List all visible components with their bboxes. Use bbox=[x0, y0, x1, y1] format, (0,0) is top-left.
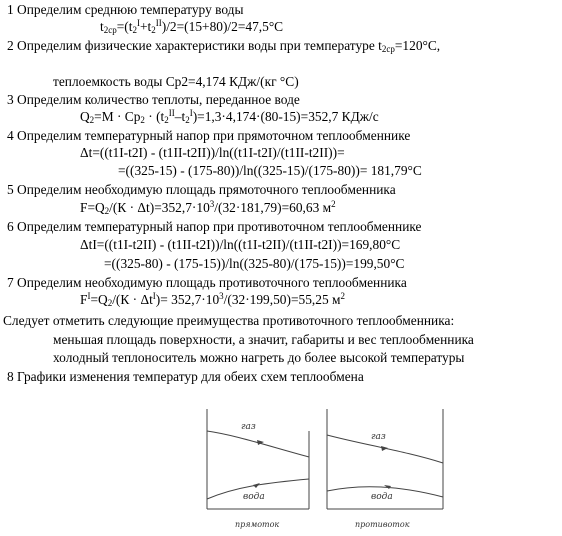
step-8-heading: 8 Графики изменения температур для обеих схем теплообмена bbox=[7, 369, 364, 384]
formula-counter-flow-dt: ΔtI=((t1I-t2II) - (t1II-t2I))/ln((t1I-t2II)/(t1II-t2I))=169,80°С bbox=[80, 237, 401, 252]
step-2-heading: 2 Определим физические характеристики воды при температуре $t_{2ср}=120^\circ С$, bbox=[7, 38, 441, 54]
formula-mean-temperature: $t_{2ср}=(t_2^I+t_2^{II})/2=(15+80)/2=47,5^\circ С$ bbox=[100, 18, 284, 35]
step-4-heading: 4 Определим температурный напор при прямоточном теплообменнике bbox=[7, 128, 411, 143]
formula-parallel-flow-dt-value: =((325-15) - (175-80))/ln((325-15)/(175-80))= 181,79°С bbox=[118, 163, 422, 178]
step-5-heading: 5 Определим необходимую площадь прямоточного теплообменника bbox=[7, 182, 396, 197]
right-water-label: вода bbox=[371, 492, 393, 502]
advantage-item-2: холодный теплоноситель можно нагреть до более высокой температуры bbox=[53, 350, 465, 365]
left-water-label: вода bbox=[243, 492, 265, 502]
formula-parallel-flow-area: $F=Q_2/(К \cdot \Delta t)=352,7\cdot 10^3/(32\cdot 181,79)=60,63$ $м^2$ bbox=[80, 199, 336, 216]
advantages-heading: Следует отметить следующие преимущества противоточного теплообменника: bbox=[3, 313, 455, 328]
step-6-heading: 6 Определим температурный напор при противоточном теплообменнике bbox=[7, 219, 422, 234]
right-gas-label: газ bbox=[371, 432, 386, 442]
heat-capacity-line: теплоемкость воды Ср2=4,174 КДж/(кг °С) bbox=[53, 74, 299, 89]
advantage-item-1: меньшая площадь поверхности, а значит, габариты и вес теплообменника bbox=[53, 332, 474, 347]
step-7-heading: 7 Определим необходимую площадь противоточного теплообменника bbox=[7, 275, 407, 290]
temperature-graphs-svg bbox=[195, 403, 457, 531]
right-gas-arrow bbox=[381, 446, 388, 451]
right-caption: противоток bbox=[355, 520, 410, 529]
formula-counter-flow-dt-value: =((325-80) - (175-15))/ln((325-80)/(175-15))=199,50°С bbox=[104, 256, 405, 271]
left-caption: прямоток bbox=[235, 520, 280, 529]
temperature-graphs-sketch bbox=[195, 403, 457, 531]
left-water-arrow bbox=[253, 483, 260, 488]
formula-parallel-flow-dt: Δt=((t1I-t2I) - (t1II-t2II))/ln((t1I-t2I)/(t1II-t2II))= bbox=[80, 145, 345, 160]
step-1-heading: 1 Определим среднюю температуру воды bbox=[7, 2, 244, 17]
formula-heat-quantity: $Q_2=М \cdot Ср_2 \cdot (t_2^{II}-t_2^I)=1,3\cdot 4,174\cdot(80-15)=352,7$ КДж/с bbox=[80, 108, 379, 125]
step-3-heading: 3 Определим количество теплоты, переданное воде bbox=[7, 92, 300, 107]
left-gas-label: газ bbox=[241, 422, 256, 432]
formula-counter-flow-area: $F^I=Q_2/(К \cdot \Delta t^I)= 352,7\cdot 10^3/(32\cdot 199,50)=55,25$ $м^2$ bbox=[80, 291, 345, 308]
